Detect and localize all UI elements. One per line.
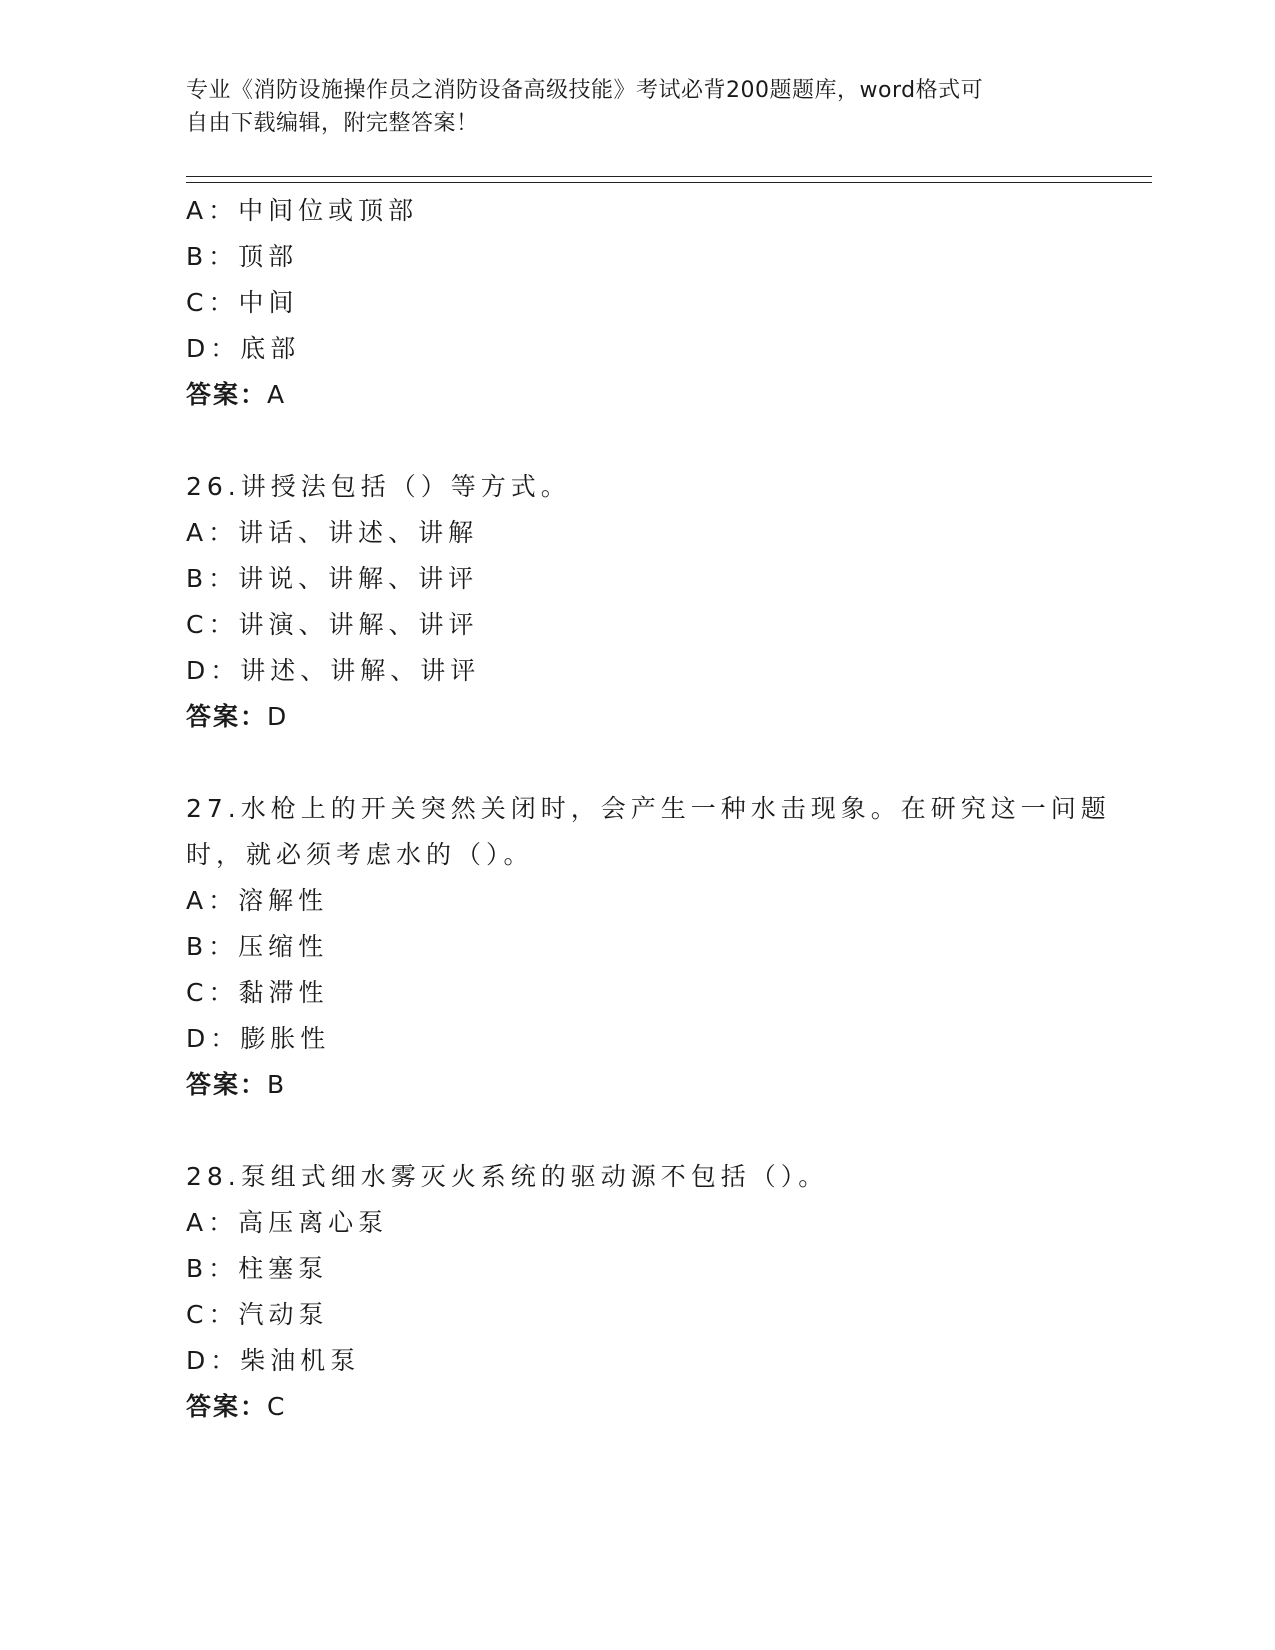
answer-value: B — [267, 1070, 287, 1099]
option-c: C：汽动泵 — [186, 1300, 329, 1329]
question-26 — [186, 464, 1152, 740]
answer-value: D — [267, 702, 289, 731]
answer-label: 答案： — [186, 380, 268, 409]
option-a: A：溶解性 — [186, 886, 329, 915]
question-text: 26.讲授法包括（）等方式。 — [186, 472, 571, 501]
option-a: A：讲话、讲述、讲解 — [186, 518, 479, 547]
option-b: B：讲说、讲解、讲评 — [186, 564, 479, 593]
option-b: B：压缩性 — [186, 932, 329, 961]
option-c: C：黏滞性 — [186, 978, 329, 1007]
option-b: B：顶部 — [186, 242, 299, 271]
option-d: D：柴油机泵 — [186, 1346, 361, 1375]
header-rule-top — [186, 176, 1152, 177]
answer — [186, 1384, 1152, 1430]
answer — [186, 372, 1152, 418]
answer-value: C — [267, 1392, 287, 1421]
question-28 — [186, 1154, 1152, 1430]
option-a: A：中间位或顶部 — [186, 196, 419, 225]
option-d: D：膨胀性 — [186, 1024, 331, 1053]
answer-label: 答案： — [186, 1392, 268, 1421]
answer — [186, 1062, 1152, 1108]
question-25-continued — [186, 188, 1152, 418]
question-text-line-2: 时，就必须考虑水的（）。 — [186, 840, 534, 869]
option-c: C：讲演、讲解、讲评 — [186, 610, 479, 639]
question-27 — [186, 786, 1152, 1108]
option-a: A：高压离心泵 — [186, 1208, 389, 1237]
answer-label: 答案： — [186, 702, 268, 731]
option-c: C：中间 — [186, 288, 299, 317]
option-d: D：底部 — [186, 334, 301, 363]
option-d: D：讲述、讲解、讲评 — [186, 656, 481, 685]
question-text: 28.泵组式细水雾灭火系统的驱动源不包括（）。 — [186, 1162, 829, 1191]
question-text-line-1: 27.水枪上的开关突然关闭时，会产生一种水击现象。在研究这一问题 — [186, 794, 1111, 823]
document-header: 专业《消防设施操作员之消防设备高级技能》考试必背200题题库，word格式可 自由下载编辑，附完整答案！ — [186, 78, 984, 136]
option-b: B：柱塞泵 — [186, 1254, 329, 1283]
header-rule-bottom — [186, 182, 1152, 183]
question-list — [186, 188, 1152, 1430]
answer-value: A — [267, 380, 287, 409]
answer — [186, 694, 1152, 740]
answer-label: 答案： — [186, 1070, 268, 1099]
